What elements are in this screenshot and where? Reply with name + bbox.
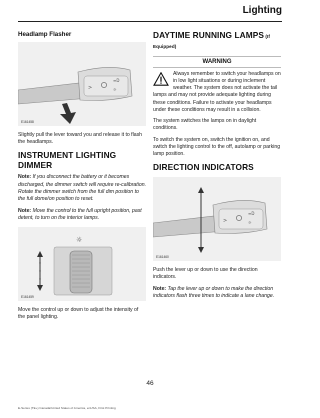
note-text: Move the control to the full upright position, past detent, to turn on the interior lamps. (18, 207, 142, 221)
svg-text:☼: ☼ (76, 236, 83, 245)
flasher-instruction: Slightly pull the lever toward you and release it to flash the headlamps. (18, 132, 143, 146)
left-column (18, 31, 146, 326)
page-header-title: Lighting (242, 5, 282, 16)
lever-direction-illustration (153, 177, 281, 261)
drl-description: The system switches the lamps on in daylight conditions. (153, 117, 257, 131)
dimmer-wheel-illustration (18, 227, 146, 301)
dimmer-instruction: Move the control up or down to adjust the intensity of the panel lighting. (18, 307, 139, 321)
svg-text:>: > (223, 217, 228, 224)
daytime-running-lamps-heading (153, 31, 281, 50)
instrument-lighting-dimmer-heading: INSTRUMENT LIGHTING DIMMER (18, 150, 117, 170)
note-label: Note: (18, 207, 32, 214)
note-lane-change (153, 286, 281, 300)
drl-activation: To switch the system on, switch the ignition on, and switch the lighting control to the off, autolamp or parking lamp position. (153, 136, 281, 158)
headlamp-flasher-heading: Headlamp Flasher (18, 31, 72, 38)
drl-heading-suffix: (If Equipped) (153, 34, 271, 49)
header-divider (18, 21, 282, 22)
svg-text:>: > (88, 85, 93, 92)
note-text: If you disconnect the battery or it becomes discharged, the dimmer switch will require re-calibration. Rotate the dimmer switch from the full dim position to the full dome/on position to reset. (18, 174, 146, 202)
note-text: Tap the lever up or down to make the direction indicators flash three times to indicate a lane change. (153, 286, 275, 300)
figure-id: E161460 (156, 254, 169, 259)
page-number: 46 (146, 380, 154, 387)
right-column (153, 31, 281, 305)
page-footer: E-Series (TE+) Canada/United States of America, enUSA, First Printing (18, 406, 116, 410)
svg-text:☼: ☼ (113, 87, 117, 93)
note-battery (18, 174, 146, 202)
note-interior-lamps (18, 208, 146, 222)
warning-box (153, 71, 281, 114)
warning-text: Always remember to switch your headlamps on in low light situations or during inclement weather. The system does not activate the tail lamps and may not provide adequate lighting during these conditions. Failure to activate your headlamps under these conditions may result in a collision. (153, 71, 281, 113)
warning-title: WARNING (153, 56, 281, 68)
direction-indicators-heading: DIRECTION INDICATORS (153, 162, 254, 173)
direction-instruction: Push the lever up or down to use the direction indicators. (153, 266, 258, 280)
warning-triangle-icon (153, 72, 169, 86)
svg-text:≡D: ≡D (113, 78, 120, 84)
note-label: Note: (18, 174, 32, 181)
lever-flash-illustration (18, 42, 146, 126)
note-label: Note: (153, 286, 167, 293)
figure-id: E161459 (21, 295, 34, 300)
figure-id: E161458 (21, 120, 34, 125)
svg-text:☼: ☼ (248, 219, 252, 225)
svg-text:≡D: ≡D (248, 210, 255, 216)
drl-heading-text: DAYTIME RUNNING LAMPS (153, 30, 265, 40)
